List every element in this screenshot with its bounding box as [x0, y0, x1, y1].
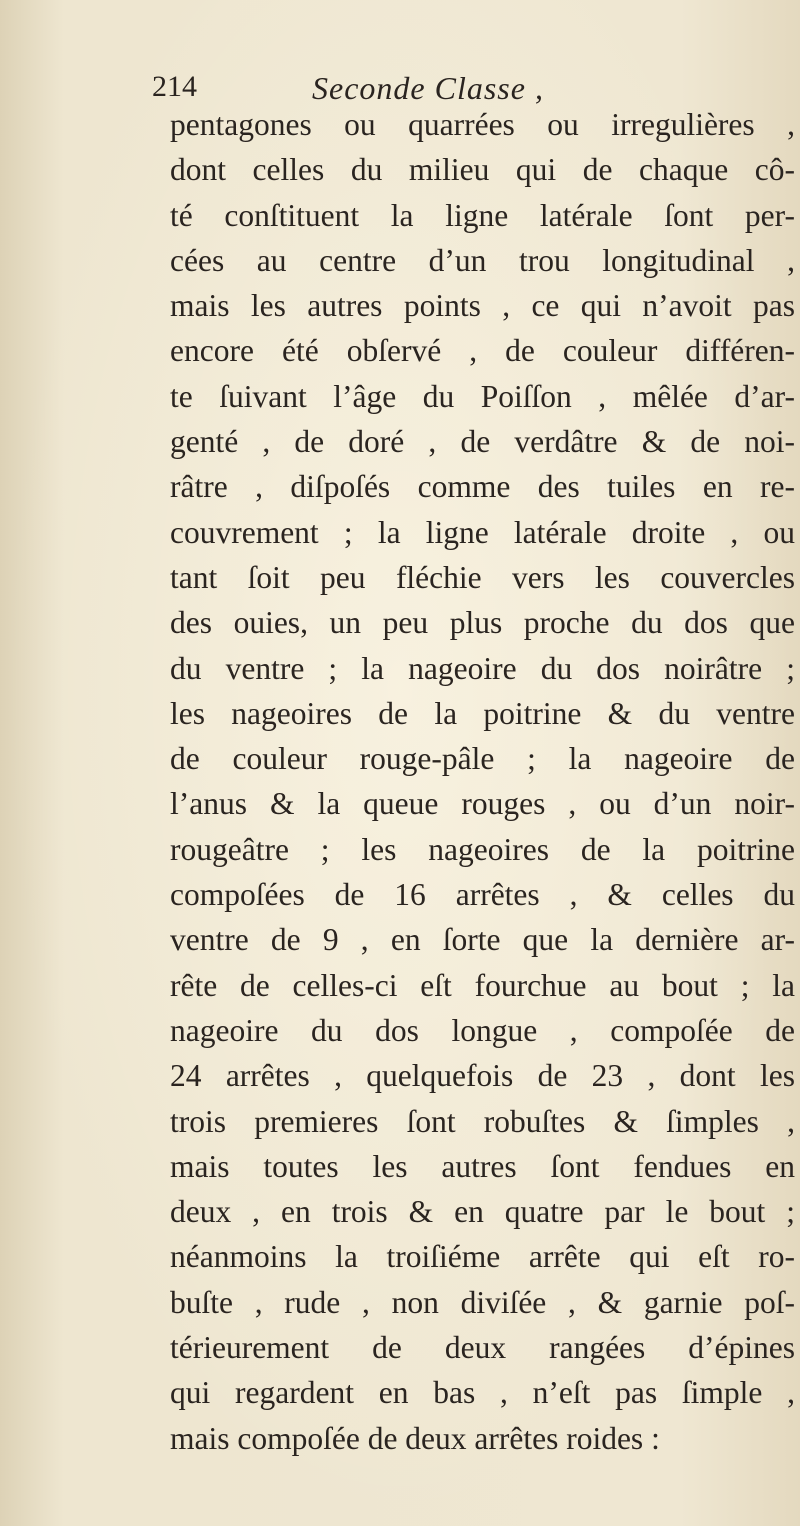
text-line: tant ſoit peu fléchie vers les couvercles — [170, 559, 795, 595]
text-line: qui regardent en bas , n’eſt pas ſimple , — [170, 1375, 795, 1411]
text-line: des ouies, un peu plus proche du dos que — [170, 605, 795, 641]
text-line: trois premieres ſont robuſtes & ſimples , — [170, 1103, 795, 1139]
text-line: térieurement de deux rangées d’épines — [170, 1330, 795, 1366]
text-line: nageoire du dos longue , compoſée de — [170, 1012, 795, 1048]
text-line: genté , de doré , de verdâtre & de noi- — [170, 424, 795, 460]
text-line: 24 arrêtes , quelquefois de 23 , dont les — [170, 1058, 795, 1094]
text-line: compoſées de 16 arrêtes , & celles du — [170, 877, 795, 913]
text-line: mais compoſée de deux arrêtes roides : — [170, 1420, 660, 1456]
text-line: mais toutes les autres ſont fendues en — [170, 1148, 795, 1184]
text-line: de couleur rouge-pâle ; la nageoire de — [170, 741, 795, 777]
text-line: ventre de 9 , en ſorte que la dernière ar- — [170, 922, 795, 958]
text-line: les nageoires de la poitrine & du ventre — [170, 695, 795, 731]
text-line: néanmoins la troiſiéme arrête qui eſt ro- — [170, 1239, 795, 1275]
running-head: Seconde Classe , — [312, 70, 544, 106]
text-line: l’anus & la queue rouges , ou d’un noir- — [170, 786, 795, 822]
text-line: te ſuivant l’âge du Poiſſon , mêlée d’ar- — [170, 378, 795, 414]
text-line: râtre , diſpoſés comme des tuiles en re- — [170, 469, 795, 505]
text-line: rougeâtre ; les nageoires de la poitrine — [170, 831, 795, 867]
text-line: couvrement ; la ligne latérale droite , ou — [170, 514, 795, 550]
text-line: buſte , rude , non diviſée , & garnie poſ- — [170, 1284, 795, 1320]
body-text — [170, 102, 795, 1461]
text-line: rête de celles-ci eſt fourchue au bout ; la — [170, 967, 795, 1003]
text-line: dont celles du milieu qui de chaque cô- — [170, 152, 795, 188]
text-line: té conſtituent la ligne latérale ſont per- — [170, 197, 795, 233]
text-line: cées au centre d’un trou longitudinal , — [170, 242, 795, 278]
text-line: encore été obſervé , de couleur différen- — [170, 333, 795, 369]
text-line: du ventre ; la nageoire du dos noirâtre ; — [170, 650, 795, 686]
text-line: mais les autres points , ce qui n’avoit pas — [170, 288, 795, 324]
text-line: deux , en trois & en quatre par le bout ; — [170, 1194, 795, 1230]
text-line: pentagones ou quarrées ou irregulières , — [170, 107, 795, 142]
page-number: 214 — [152, 70, 197, 103]
